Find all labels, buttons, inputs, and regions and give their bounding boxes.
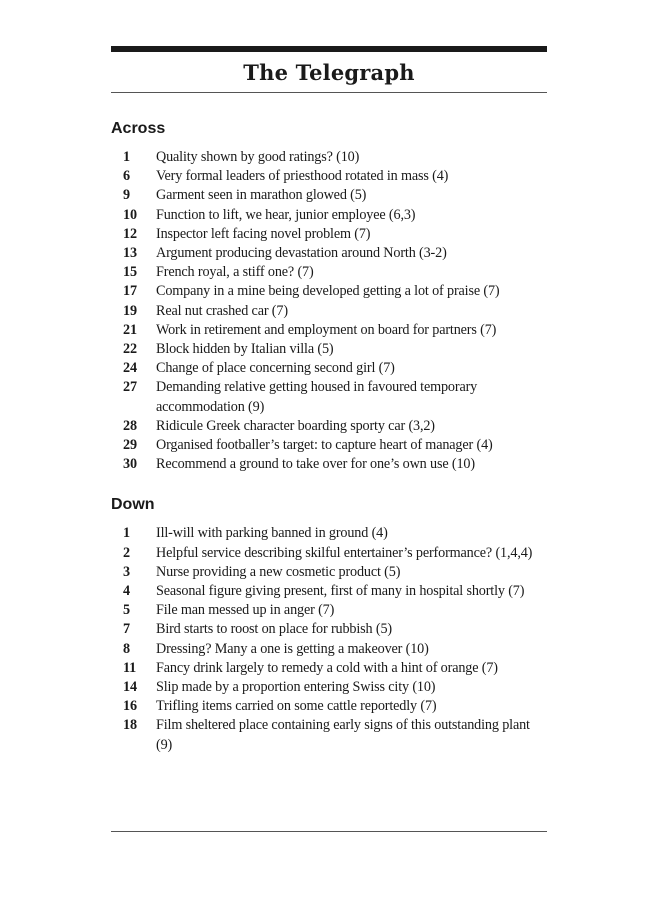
crossword-clues-page [111, 46, 547, 755]
clue-number: 29 [123, 437, 137, 454]
clue-number: 11 [123, 659, 137, 676]
clue-text: Very formal leaders of priesthood rotated in mass (4) [156, 168, 449, 185]
clue-text: Company in a mine being developed getting a lot of praise (7) [156, 283, 500, 300]
clue-number: 1 [123, 525, 130, 542]
across-clue [111, 340, 547, 359]
clue-text: Ridicule Greek character boarding sporty car (3,2) [156, 417, 435, 434]
clue-text: Seasonal figure giving present, first of many in hospital shortly (7) [156, 583, 525, 600]
clue-number: 14 [123, 679, 137, 696]
clue-text: Real nut crashed car (7) [156, 302, 288, 319]
across-clue [111, 455, 547, 474]
down-clue [111, 678, 547, 697]
clue-text: Helpful service describing skilful entertainer’s performance? (1,4,4) [156, 544, 533, 561]
clue-number: 6 [123, 168, 130, 185]
clue-number: 1 [123, 149, 130, 165]
clue-text: Quality shown by good ratings? (10) [156, 149, 360, 165]
clue-number: 2 [123, 544, 130, 561]
clue-text: Block hidden by Italian villa (5) [156, 341, 334, 358]
clue-number: 15 [123, 264, 137, 281]
clue-number: 12 [123, 225, 137, 242]
clue-number: 17 [123, 283, 137, 300]
clue-number: 18 [123, 717, 137, 734]
clue-number: 8 [123, 640, 130, 657]
clue-text: Demanding relative getting housed in favoured temporary accommodation (9) [156, 379, 478, 415]
down-clue [111, 524, 547, 543]
across-clue [111, 167, 547, 186]
clue-number: 28 [123, 417, 137, 434]
clue-text: Argument producing devastation around North (3-2) [156, 245, 447, 262]
down-clue [111, 563, 547, 582]
across-clue [111, 282, 547, 301]
clue-text: French royal, a stiff one? (7) [156, 264, 314, 281]
clue-number: 7 [123, 621, 130, 638]
down-heading: Down [111, 496, 155, 514]
clue-text: Fancy drink largely to remedy a cold with a hint of orange (7) [156, 659, 498, 676]
clue-number: 4 [123, 583, 130, 600]
clue-text: Inspector left facing novel problem (7) [156, 225, 371, 242]
clue-number: 21 [123, 321, 137, 338]
clue-number: 22 [123, 341, 137, 358]
clue-text: Slip made by a proportion entering Swiss city (10) [156, 679, 436, 696]
across-clue [111, 148, 547, 167]
across-clue [111, 417, 547, 436]
clue-text: Garment seen in marathon glowed (5) [156, 187, 367, 204]
clue-text: Recommend a ground to take over for one’s own use (10) [156, 456, 475, 473]
across-clue [111, 206, 547, 225]
across-clue [111, 378, 547, 416]
down-clue-list [111, 524, 547, 754]
clue-number: 13 [123, 245, 137, 262]
clue-text: Nurse providing a new cosmetic product (5) [156, 563, 401, 580]
across-clue-list [111, 148, 547, 474]
clue-text: Function to lift, we hear, junior employee (6,3) [156, 206, 416, 223]
masthead-logo: The Telegraph [243, 59, 415, 85]
clue-text: Film sheltered place containing early signs of this outstanding plant (9) [156, 717, 530, 753]
clue-number: 19 [123, 302, 137, 319]
down-clue [111, 582, 547, 601]
clue-number: 3 [123, 563, 130, 580]
across-clue [111, 244, 547, 263]
clue-number: 5 [123, 602, 130, 619]
across-clue [111, 186, 547, 205]
clue-number: 9 [123, 187, 130, 204]
across-clue [111, 302, 547, 321]
down-clue [111, 640, 547, 659]
across-clue [111, 263, 547, 282]
clue-text: Dressing? Many a one is getting a makeover (10) [156, 640, 429, 657]
down-clue [111, 544, 547, 563]
clue-text: Trifling items carried on some cattle reportedly (7) [156, 698, 437, 715]
clue-text: Bird starts to roost on place for rubbish (5) [156, 621, 392, 638]
clue-text: Change of place concerning second girl (7) [156, 360, 395, 377]
clue-number: 27 [123, 379, 137, 396]
down-clue [111, 601, 547, 620]
clue-text: File man messed up in anger (7) [156, 602, 335, 619]
clue-number: 30 [123, 456, 137, 473]
across-clue [111, 225, 547, 244]
clue-number: 10 [123, 206, 137, 223]
down-clue [111, 716, 547, 754]
clue-text: Ill-will with parking banned in ground (4) [156, 525, 388, 542]
clue-text: Work in retirement and employment on board for partners (7) [156, 321, 497, 338]
down-clue [111, 697, 547, 716]
bottom-rule [111, 831, 547, 832]
across-clue [111, 436, 547, 455]
down-clue [111, 659, 547, 678]
clue-number: 24 [123, 360, 137, 377]
clue-number: 16 [123, 698, 137, 715]
across-heading: Across [111, 120, 166, 137]
across-clue [111, 321, 547, 340]
across-clue [111, 359, 547, 378]
clue-text: Organised footballer’s target: to capture heart of manager (4) [156, 437, 493, 454]
down-clue [111, 620, 547, 639]
